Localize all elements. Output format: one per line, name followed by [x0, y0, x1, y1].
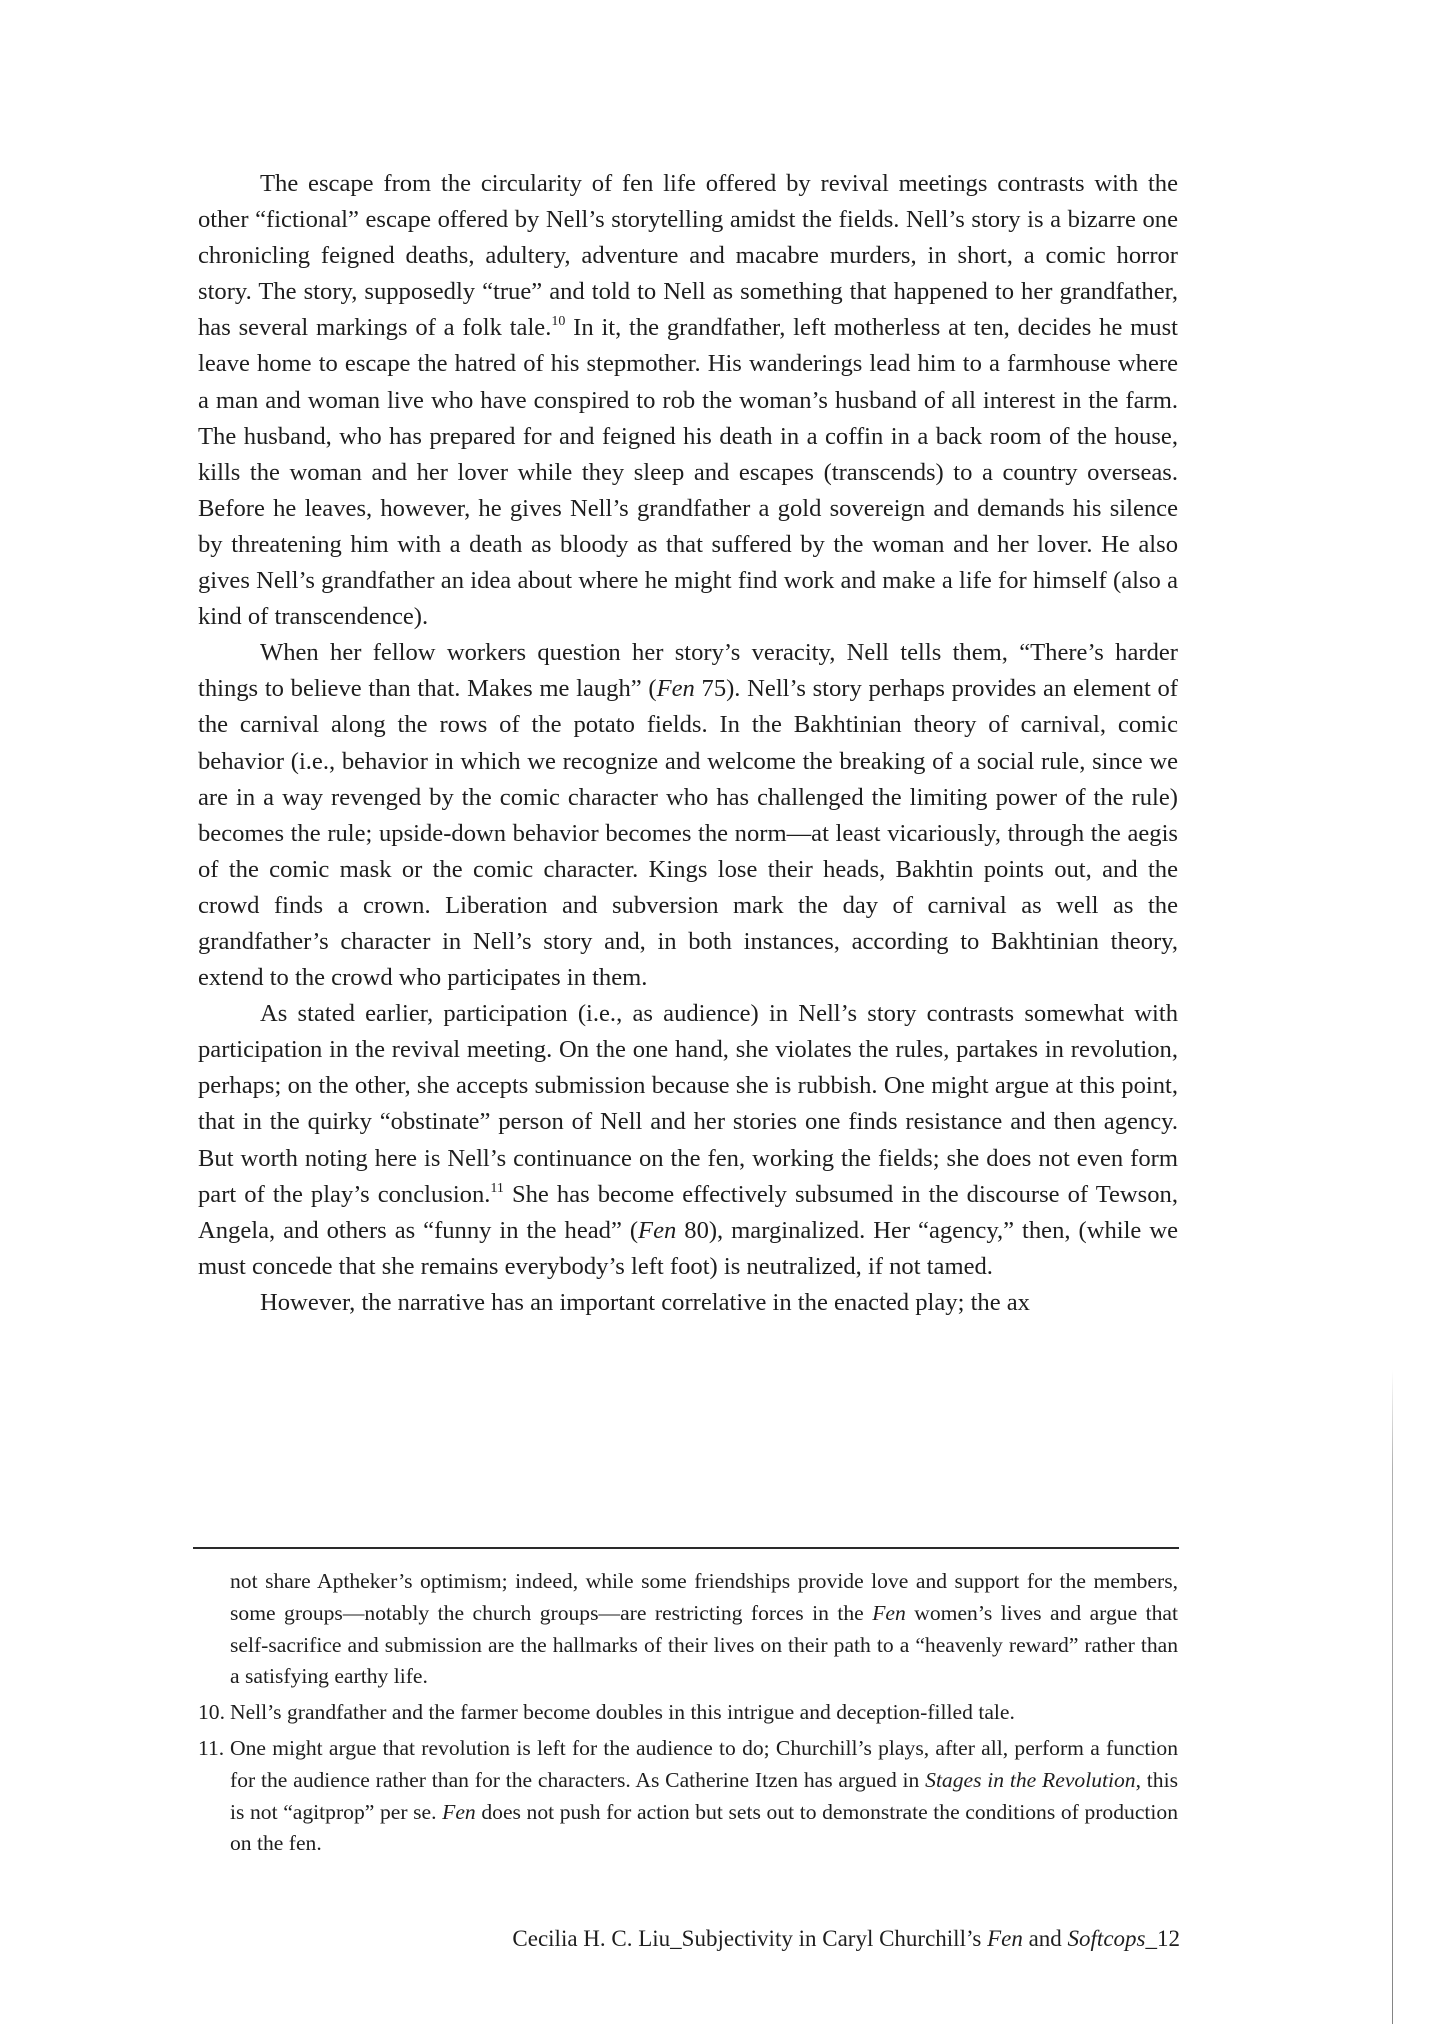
footnote-marker: 10 [551, 314, 566, 330]
text-run: However, the narrative has an important correlative in the enacted play; the ax [260, 1288, 1030, 1316]
text-run: Nell’s grandfather and the farmer become doubles in this intrigue and deception-filled tale. [230, 1700, 1015, 1725]
footnote-number: 11. [198, 1735, 225, 1760]
text-run: She has become effectively subsumed in the discourse of Tewson, Angela, and others as “funny in the head” ( [198, 1180, 1178, 1244]
text-run: _12 [1145, 1926, 1180, 1951]
italic-text: Softcops [1067, 1926, 1146, 1951]
footnote-divider [193, 1547, 1179, 1549]
footnotes [198, 1566, 1178, 1860]
italic-text: Stages in the Revolution [925, 1767, 1136, 1792]
text-run: , this is not “agitprop” per se. [230, 1767, 1178, 1824]
text-run: and [1022, 1926, 1068, 1951]
paragraph-1 [198, 166, 1178, 635]
paragraph-3 [198, 996, 1178, 1285]
scan-edge-line [1392, 1370, 1393, 2024]
text-run: 75). Nell’s story perhaps provides an element of the carnival along the rows of the potato fields. In the Bakhtinian theory of carnival, comic behavior (i.e., behavior in which we recognize and welcome the breaking of a social rule, since we are in a way revenged by the comic character who has challenged the limiting power of the rule) becomes the rule; upside-down behavior becomes the norm—at least vicariously, through the aegis of the comic mask or the comic character. Kings lose their heads, Bakhtin points out, and the crowd finds a crown. Liberation and subversion mark the day of carnival as well as the grandfather’s character in Nell’s story and, in both instances, according to Bakhtinian theory, extend to the crowd who participates in them. [198, 675, 1178, 992]
paragraph-4 [198, 1285, 1178, 1321]
text-run: not share Aptheker’s optimism; indeed, while some friendships provide love and support for the members, some groups—notably the church groups—are restricting forces in the [230, 1569, 1178, 1625]
italic-text: Fen [442, 1799, 476, 1824]
text-run: 80), marginalized. Her “agency,” then, (while we must concede that she remains everybody’s left foot) is neutralized, if not tamed. [198, 1216, 1178, 1280]
body-text [198, 166, 1178, 1321]
italic-text: Fen [638, 1216, 677, 1244]
footnote-number: 10. [198, 1700, 225, 1725]
footnote-continuation [198, 1566, 1178, 1693]
italic-text: Fen [872, 1600, 906, 1625]
italic-text: Fen [656, 675, 695, 703]
text-run: Cecilia H. C. Liu_Subjectivity in Caryl Churchill’s [512, 1926, 988, 1951]
footnote-10 [198, 1697, 1178, 1729]
text-run: does not push for action but sets out to demonstrate the conditions of production on the fen. [230, 1799, 1179, 1856]
text-run: The escape from the circularity of fen life offered by revival meetings contrasts with the other “fictional” escape offered by Nell’s storytelling amidst the fields. Nell’s story is a bizarre one chronicling feigned deaths, adultery, adventure and macabre murders, in short, a comic horror story. The story, supposedly “true” and told to Nell as something that happened to her grandfather, has several markings of a folk tale. [198, 170, 1178, 342]
footnote-11 [198, 1733, 1178, 1860]
text-run: In it, the grandfather, left motherless at ten, decides he must leave home to escape the hatred of his stepmother. His wanderings lead him to a farmhouse where a man and woman live who have conspired to rob the woman’s husband of all interest in the farm. The husband, who has prepared for and feigned his death in a coffin in a back room of the house, kills the woman and her lover while they sleep and escapes (transcends) to a country overseas. Before he leaves, however, he gives Nell’s grandfather a gold sovereign and demands his silence by threatening him with a death as bloody as that suffered by the woman and her lover. He also gives Nell’s grandfather an idea about where he might find work and make a life for himself (also a kind of transcendence). [198, 314, 1178, 631]
text-run: As stated earlier, participation (i.e., as audience) in Nell’s story contrasts somewhat with participation in the revival meeting. On the one hand, she violates the rules, partakes in revolution, perhaps; on the other, she accepts submission because she is rubbish. One might argue at this point, that in the quirky “obstinate” person of Nell and her stories one finds resistance and then agency. But worth noting here is Nell’s continuance on the fen, working the fields; she does not even form part of the play’s conclusion. [198, 1000, 1178, 1208]
running-footer [512, 1924, 1180, 1954]
paragraph-2 [198, 635, 1178, 996]
footnote-text [198, 1733, 1178, 1860]
footnote-text [198, 1697, 1178, 1729]
text-run: When her fellow workers question her story’s veracity, Nell tells them, “There’s harder things to believe than that. Makes me laugh” ( [198, 639, 1178, 703]
italic-text: Fen [987, 1926, 1023, 1951]
footnote-marker: 11 [490, 1180, 504, 1196]
text-run: women’s lives and argue that self-sacrifice and submission are the hallmarks of their lives on their path to a “heavenly reward” rather than a satisfying earthy life. [230, 1600, 1178, 1689]
text-run: One might argue that revolution is left for the audience to do; Churchill’s plays, after all, perform a function for the audience rather than for the characters. As Catherine Itzen has argued in [230, 1735, 1178, 1792]
